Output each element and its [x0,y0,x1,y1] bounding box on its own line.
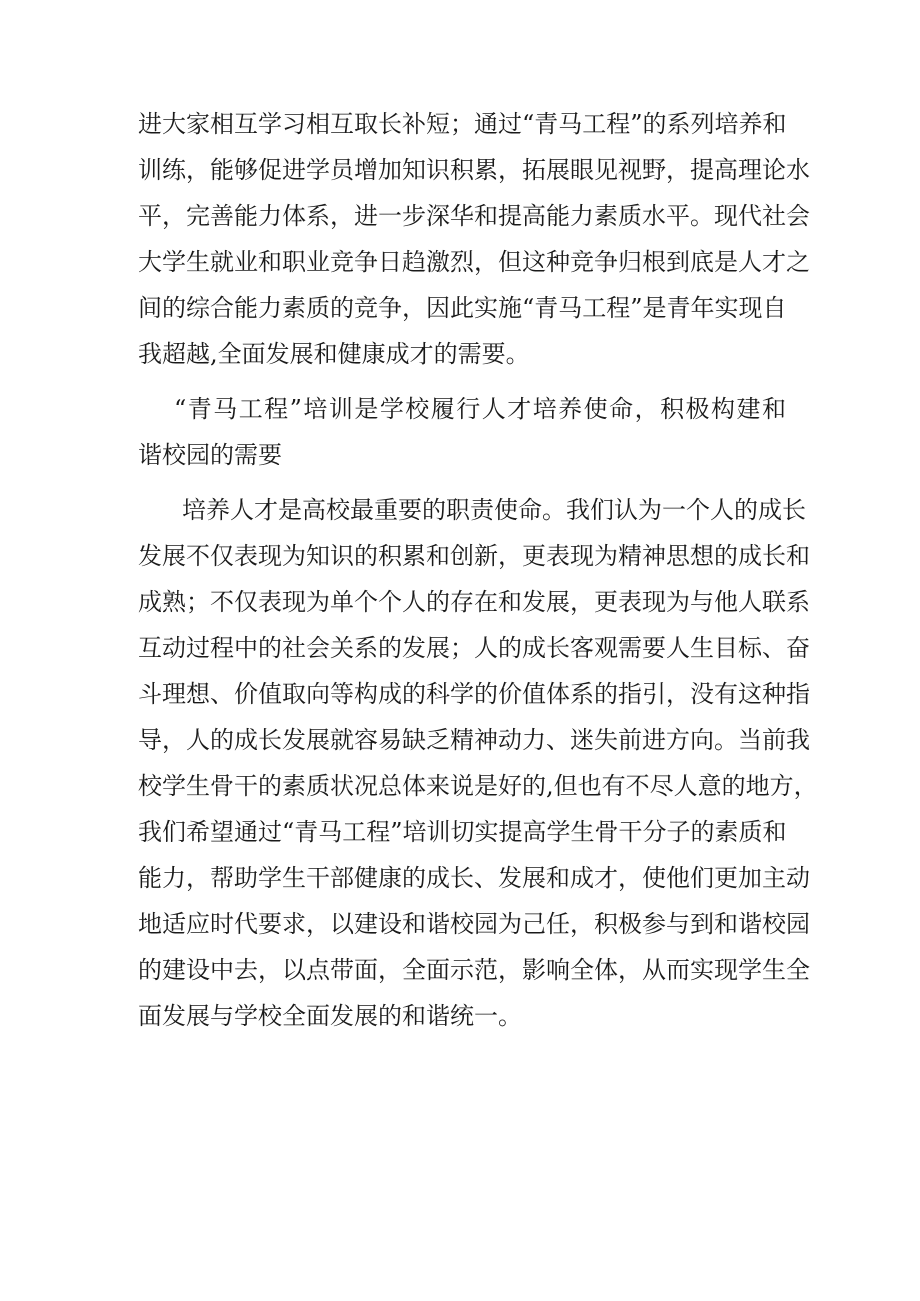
paragraph-continuation [138,101,810,377]
heading-line: “青马工程”培训是学校履行人才培养使命，积极构建和 [174,395,786,423]
section-heading [138,386,786,478]
text-line: 发展不仅表现为知识的积累和创新，更表现为精神思想的成长和 [138,542,810,570]
heading-line: 谐校园的需要 [138,441,282,469]
text-line: 互动过程中的社会关系的发展；人的成长客观需要人生目标、奋 [138,634,810,662]
text-line: 培养人才是高校最重要的职责使命。我们认为一个人的成长 [182,496,806,524]
text-line: 的建设中去，以点带面，全面示范，影响全体，从而实现学生全 [138,956,810,984]
text-line: 平，完善能力体系，进一步深华和提高能力素质水平。现代社会 [138,202,810,230]
text-line: 我超越,全面发展和健康成才的需要。 [138,340,530,368]
paragraph [138,487,818,1039]
text-line: 斗理想、价值取向等构成的科学的价值体系的指引，没有这种指 [138,680,810,708]
text-line: 大学生就业和职业竞争日趋激烈，但这种竞争归根到底是人才之 [138,248,810,276]
text-line: 校学生骨干的素质状况总体来说是好的,但也有不尽人意的地方， [138,772,818,800]
paragraph-gap [138,377,786,386]
text-line: 地适应时代要求，以建设和谐校园为己任，积极参与到和谐校园 [138,910,810,938]
text-line: 进大家相互学习相互取长补短；通过“青马工程”的系列培养和 [138,110,787,138]
text-line: 导，人的成长发展就容易缺乏精神动力、迷失前进方向。当前我 [138,726,810,754]
document-body [138,101,818,1039]
text-line: 面发展与学校全面发展的和谐统一。 [138,1002,522,1030]
text-line: 能力，帮助学生干部健康的成长、发展和成才，使他们更加主动 [138,864,810,892]
text-line: 训练，能够促进学员增加知识积累，拓展眼见视野，提高理论水 [138,156,810,184]
paragraph-gap [138,478,786,487]
text-line: 我们希望通过“青马工程”培训切实提高学生骨干分子的素质和 [138,818,787,846]
text-line: 间的综合能力素质的竞争，因此实施“青马工程”是青年实现自 [138,294,787,322]
text-line: 成熟；不仅表现为单个个人的存在和发展，更表现为与他人联系 [138,588,810,616]
